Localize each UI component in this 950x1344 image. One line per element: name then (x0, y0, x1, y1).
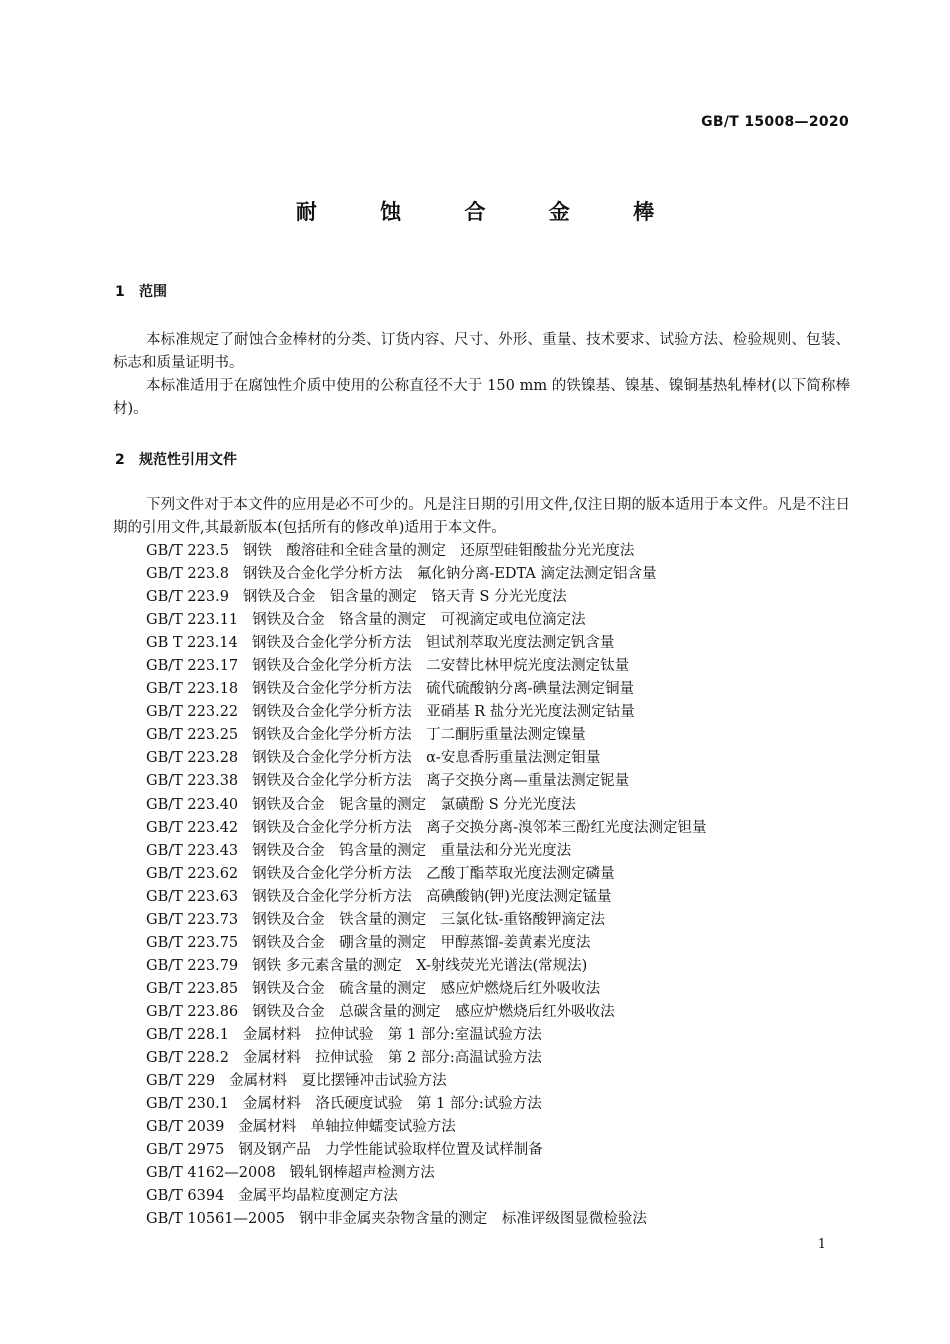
reference-title: 锻轧钢棒超声检测方法 (289, 1165, 435, 1182)
reference-title: 金属平均晶粒度测定方法 (238, 1188, 398, 1205)
reference-item (146, 724, 707, 747)
reference-title: 钢铁及合金 总碳含量的测定 感应炉燃烧后红外吸收法 (252, 1003, 615, 1020)
reference-title: 钢铁及合金 钨含量的测定 重量法和分光光度法 (252, 842, 572, 859)
reference-code: GB T 223.14 (146, 635, 238, 652)
reference-item (146, 978, 707, 1001)
reference-item (146, 1070, 707, 1093)
references-intro-paragraph: 下列文件对于本文件的应用是必不可少的。凡是注日期的引用文件,仅注日期的版本适用于本文件。凡是不注日期的引用文件,其最新版本(包括所有的修改单)适用于本文件。 (113, 497, 850, 536)
reference-title: 金属材料 拉伸试验 第 2 部分:高温试验方法 (242, 1050, 542, 1067)
reference-title: 金属材料 洛氏硬度试验 第 1 部分:试验方法 (242, 1096, 542, 1113)
reference-code: GB/T 223.75 (146, 934, 239, 951)
reference-item (146, 770, 707, 793)
reference-item (146, 1185, 707, 1208)
reference-title: 钢铁及合金化学分析方法 氟化钠分离-EDTA 滴定法测定铝含量 (242, 566, 657, 583)
reference-title: 钢铁及合金化学分析方法 硫代硫酸钠分离-碘量法测定铜量 (252, 681, 635, 698)
reference-title: 钢铁 酸溶硅和全硅含量的测定 还原型硅钼酸盐分光光度法 (242, 543, 635, 559)
reference-item (146, 609, 707, 632)
reference-item (146, 886, 707, 909)
reference-item (146, 1162, 707, 1185)
reference-title: 钢铁及合金化学分析方法 离子交换分离-溴邻苯三酚红光度法测定钽量 (252, 819, 707, 836)
reference-title: 钢铁及合金 铌含量的测定 氯磺酚 S 分光光度法 (252, 796, 576, 813)
reference-code: GB/T 223.86 (146, 1003, 239, 1020)
reference-title: 钢铁及合金化学分析方法 高碘酸钠(钾)光度法测定锰量 (252, 888, 612, 905)
reference-code: GB/T 223.9 (146, 589, 229, 606)
reference-item (146, 932, 707, 955)
reference-list (146, 540, 707, 1231)
reference-item (146, 817, 707, 840)
section-heading-scope (115, 281, 167, 301)
reference-title: 钢铁及合金 硼含量的测定 甲醇蒸馏-姜黄素光度法 (252, 934, 591, 951)
reference-code: GB/T 2975 (146, 1142, 225, 1159)
reference-title: 金属材料 拉伸试验 第 1 部分:室温试验方法 (242, 1026, 542, 1043)
reference-code: GB/T 223.40 (146, 796, 239, 813)
reference-item (146, 1047, 707, 1070)
reference-code: GB/T 223.43 (146, 842, 239, 859)
reference-title: 钢铁及合金化学分析方法 α-安息香肟重量法测定钼量 (252, 750, 601, 767)
reference-item (146, 655, 707, 678)
reference-item (146, 678, 707, 701)
reference-code: GB/T 223.79 (146, 957, 239, 974)
reference-code: GB/T 223.8 (146, 566, 229, 583)
reference-item (146, 1116, 707, 1139)
reference-title: 钢铁及合金化学分析方法 乙酸丁酯萃取光度法测定磷量 (252, 865, 615, 882)
reference-code: GB/T 6394 (146, 1188, 225, 1205)
reference-title: 钢铁及合金 铬含量的测定 可视滴定或电位滴定法 (252, 612, 586, 629)
reference-title: 钢中非金属夹杂物含量的测定 标准评级图显微检验法 (298, 1211, 647, 1228)
reference-code: GB/T 10561—2005 (146, 1211, 285, 1228)
reference-item (146, 840, 707, 863)
reference-code: GB/T 223.63 (146, 888, 239, 905)
reference-code: GB/T 223.18 (146, 681, 239, 698)
reference-item (146, 1001, 707, 1024)
reference-code: GB/T 2039 (146, 1119, 225, 1136)
reference-item (146, 794, 707, 817)
reference-code: GB/T 223.28 (146, 750, 239, 767)
reference-code: GB/T 230.1 (146, 1096, 229, 1113)
reference-item (146, 909, 707, 932)
reference-code: GB/T 223.62 (146, 865, 239, 882)
section-number: 1 (115, 284, 125, 300)
page-number: 1 (817, 1237, 826, 1252)
reference-item (146, 563, 707, 586)
reference-title: 钢铁及合金 铝含量的测定 铬天青 S 分光光度法 (242, 589, 567, 606)
reference-title: 钢铁及合金化学分析方法 钽试剂萃取光度法测定钒含量 (251, 635, 615, 652)
reference-code: GB/T 223.42 (146, 819, 239, 836)
scope-paragraph-2: 本标准适用于在腐蚀性介质中使用的公称直径不大于 150 mm 的铁镍基、镍基、镍铜基热轧棒材(以下简称棒材)。 (113, 378, 850, 417)
reference-title: 金属材料 夏比摆锤冲击试验方法 (229, 1073, 447, 1090)
reference-item (146, 1024, 707, 1047)
reference-item (146, 863, 707, 886)
reference-item (146, 1139, 707, 1162)
standard-code: GB/T 15008—2020 (701, 114, 849, 130)
reference-title: 金属材料 单轴拉伸蠕变试验方法 (238, 1119, 456, 1136)
reference-title: 钢铁及合金 铁含量的测定 三氯化钛-重铬酸钾滴定法 (252, 911, 606, 928)
section-title: 范围 (139, 284, 167, 300)
reference-item (146, 1208, 707, 1231)
reference-code: GB/T 223.38 (146, 773, 239, 790)
reference-code: GB/T 4162—2008 (146, 1165, 276, 1182)
reference-code: GB/T 228.1 (146, 1026, 229, 1043)
reference-code: GB/T 223.17 (146, 658, 239, 675)
reference-code: GB/T 223.22 (146, 704, 239, 721)
section-heading-normative-references (115, 449, 237, 469)
reference-item (146, 955, 707, 978)
section-title: 规范性引用文件 (139, 452, 237, 468)
reference-code: GB/T 223.25 (146, 727, 239, 744)
reference-title: 钢铁及合金化学分析方法 二安替比林甲烷光度法测定钛量 (252, 658, 630, 675)
reference-item (146, 747, 707, 770)
reference-item (146, 540, 707, 563)
reference-code: GB/T 228.2 (146, 1050, 229, 1067)
reference-title: 钢铁 多元素含量的测定 X-射线荧光光谱法(常规法) (252, 957, 588, 974)
reference-title: 钢铁及合金化学分析方法 丁二酮肟重量法测定镍量 (252, 727, 586, 744)
scope-paragraph-1: 本标准规定了耐蚀合金棒材的分类、订货内容、尺寸、外形、重量、技术要求、试验方法、检验规则、包装、标志和质量证明书。 (113, 332, 850, 371)
document-title: 耐 蚀 合 金 棒 (295, 200, 683, 224)
section-number: 2 (115, 452, 125, 468)
reference-item (146, 1093, 707, 1116)
reference-code: GB/T 223.5 (146, 543, 229, 559)
reference-item (146, 632, 707, 655)
reference-title: 钢及钢产品 力学性能试验取样位置及试样制备 (238, 1142, 543, 1159)
reference-code: GB/T 223.11 (146, 612, 239, 629)
reference-item (146, 586, 707, 609)
reference-code: GB/T 223.73 (146, 911, 239, 928)
reference-title: 钢铁及合金 硫含量的测定 感应炉燃烧后红外吸收法 (252, 980, 601, 997)
reference-item (146, 701, 707, 724)
reference-title: 钢铁及合金化学分析方法 离子交换分离—重量法测定铌量 (252, 773, 630, 790)
reference-code: GB/T 229 (146, 1073, 216, 1090)
reference-code: GB/T 223.85 (146, 980, 239, 997)
reference-title: 钢铁及合金化学分析方法 亚硝基 R 盐分光光度法测定钴量 (252, 704, 635, 721)
